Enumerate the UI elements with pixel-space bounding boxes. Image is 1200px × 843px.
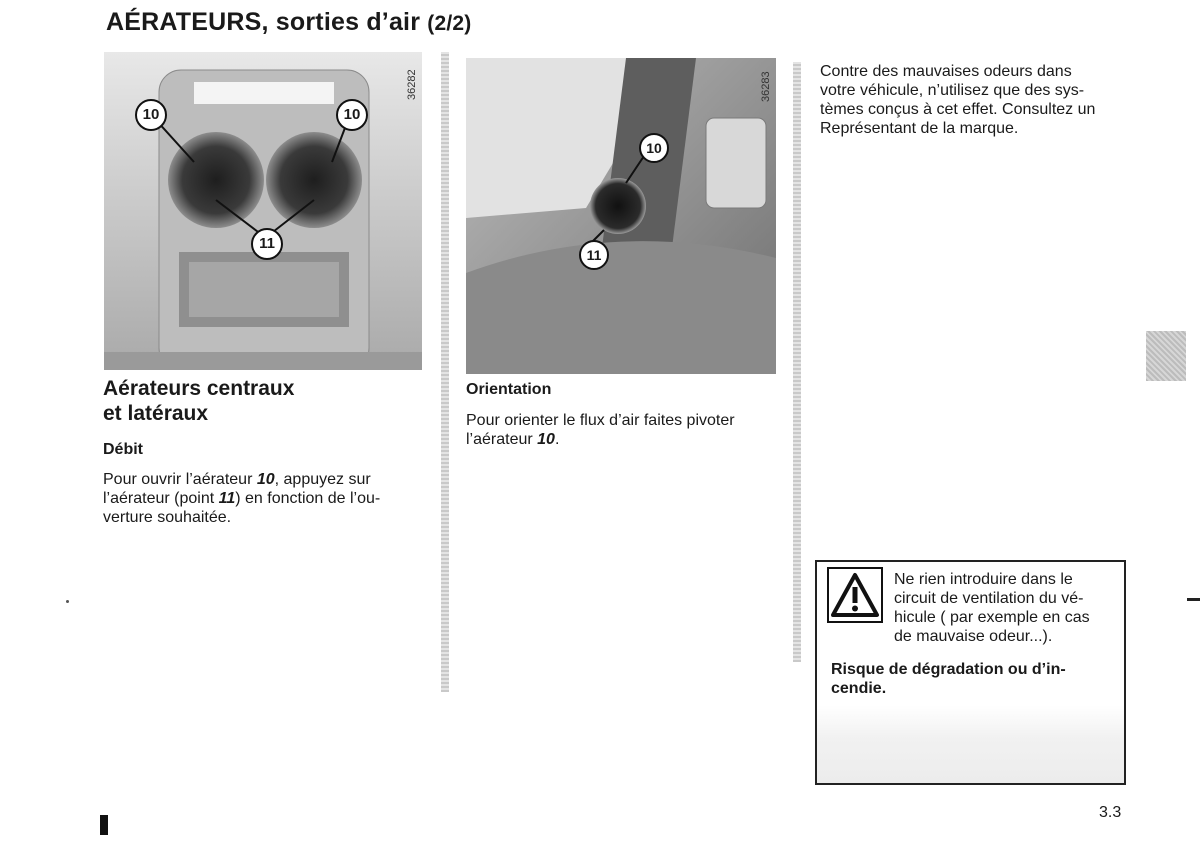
warning-risk: Risque de dégradation ou d’in- cendie.	[831, 661, 1066, 697]
callout-11: 11	[251, 228, 283, 260]
page-title: AÉRATEURS, sorties d’air (2/2)	[106, 8, 472, 36]
section-heading: Aérateurs centraux et latéraux	[103, 377, 295, 425]
callout-10-left: 10	[135, 99, 167, 131]
callout-10: 10	[639, 133, 669, 163]
margin-mark	[1187, 598, 1200, 601]
warning-icon	[827, 567, 883, 623]
photo-central-vents	[104, 52, 422, 370]
warning-text: Ne rien introduire dans le circuit de ventilation du vé- hicule ( par exemple en cas de mauvaise odeur...).	[894, 571, 1090, 645]
ref-10: 10	[537, 431, 555, 448]
callout-10-right: 10	[336, 99, 368, 131]
subheading-orientation: Orientation	[466, 381, 552, 398]
print-mark	[100, 815, 108, 835]
paragraph-debit: Pour ouvrir l’aérateur 10, appuyez sur l’aérateur (point 11) en fonction de l’ou- verture souhaitée.	[103, 471, 381, 526]
column-separator	[441, 52, 449, 692]
page-number: 3.3	[1099, 804, 1122, 821]
photo-id: 36283	[760, 71, 772, 102]
photo-side-vent	[466, 58, 776, 374]
page-title-suffix: (2/2)	[427, 12, 472, 35]
scan-dot	[66, 600, 69, 603]
column-separator	[793, 62, 801, 662]
callout-11: 11	[579, 240, 609, 270]
subheading-debit: Débit	[103, 441, 143, 458]
paragraph-orientation: Pour orienter le flux d’air faites pivoter l’aérateur 10.	[466, 412, 735, 448]
ref-11: 11	[218, 490, 236, 507]
photo-id: 36282	[406, 69, 418, 100]
paragraph-odeurs: Contre des mauvaises odeurs dans votre véhicule, n’utilisez que des sys- tèmes conçus à cet effet. Consultez un Représentant de la marque.	[820, 63, 1096, 137]
ref-10: 10	[256, 471, 275, 488]
chapter-tab	[1146, 331, 1186, 381]
